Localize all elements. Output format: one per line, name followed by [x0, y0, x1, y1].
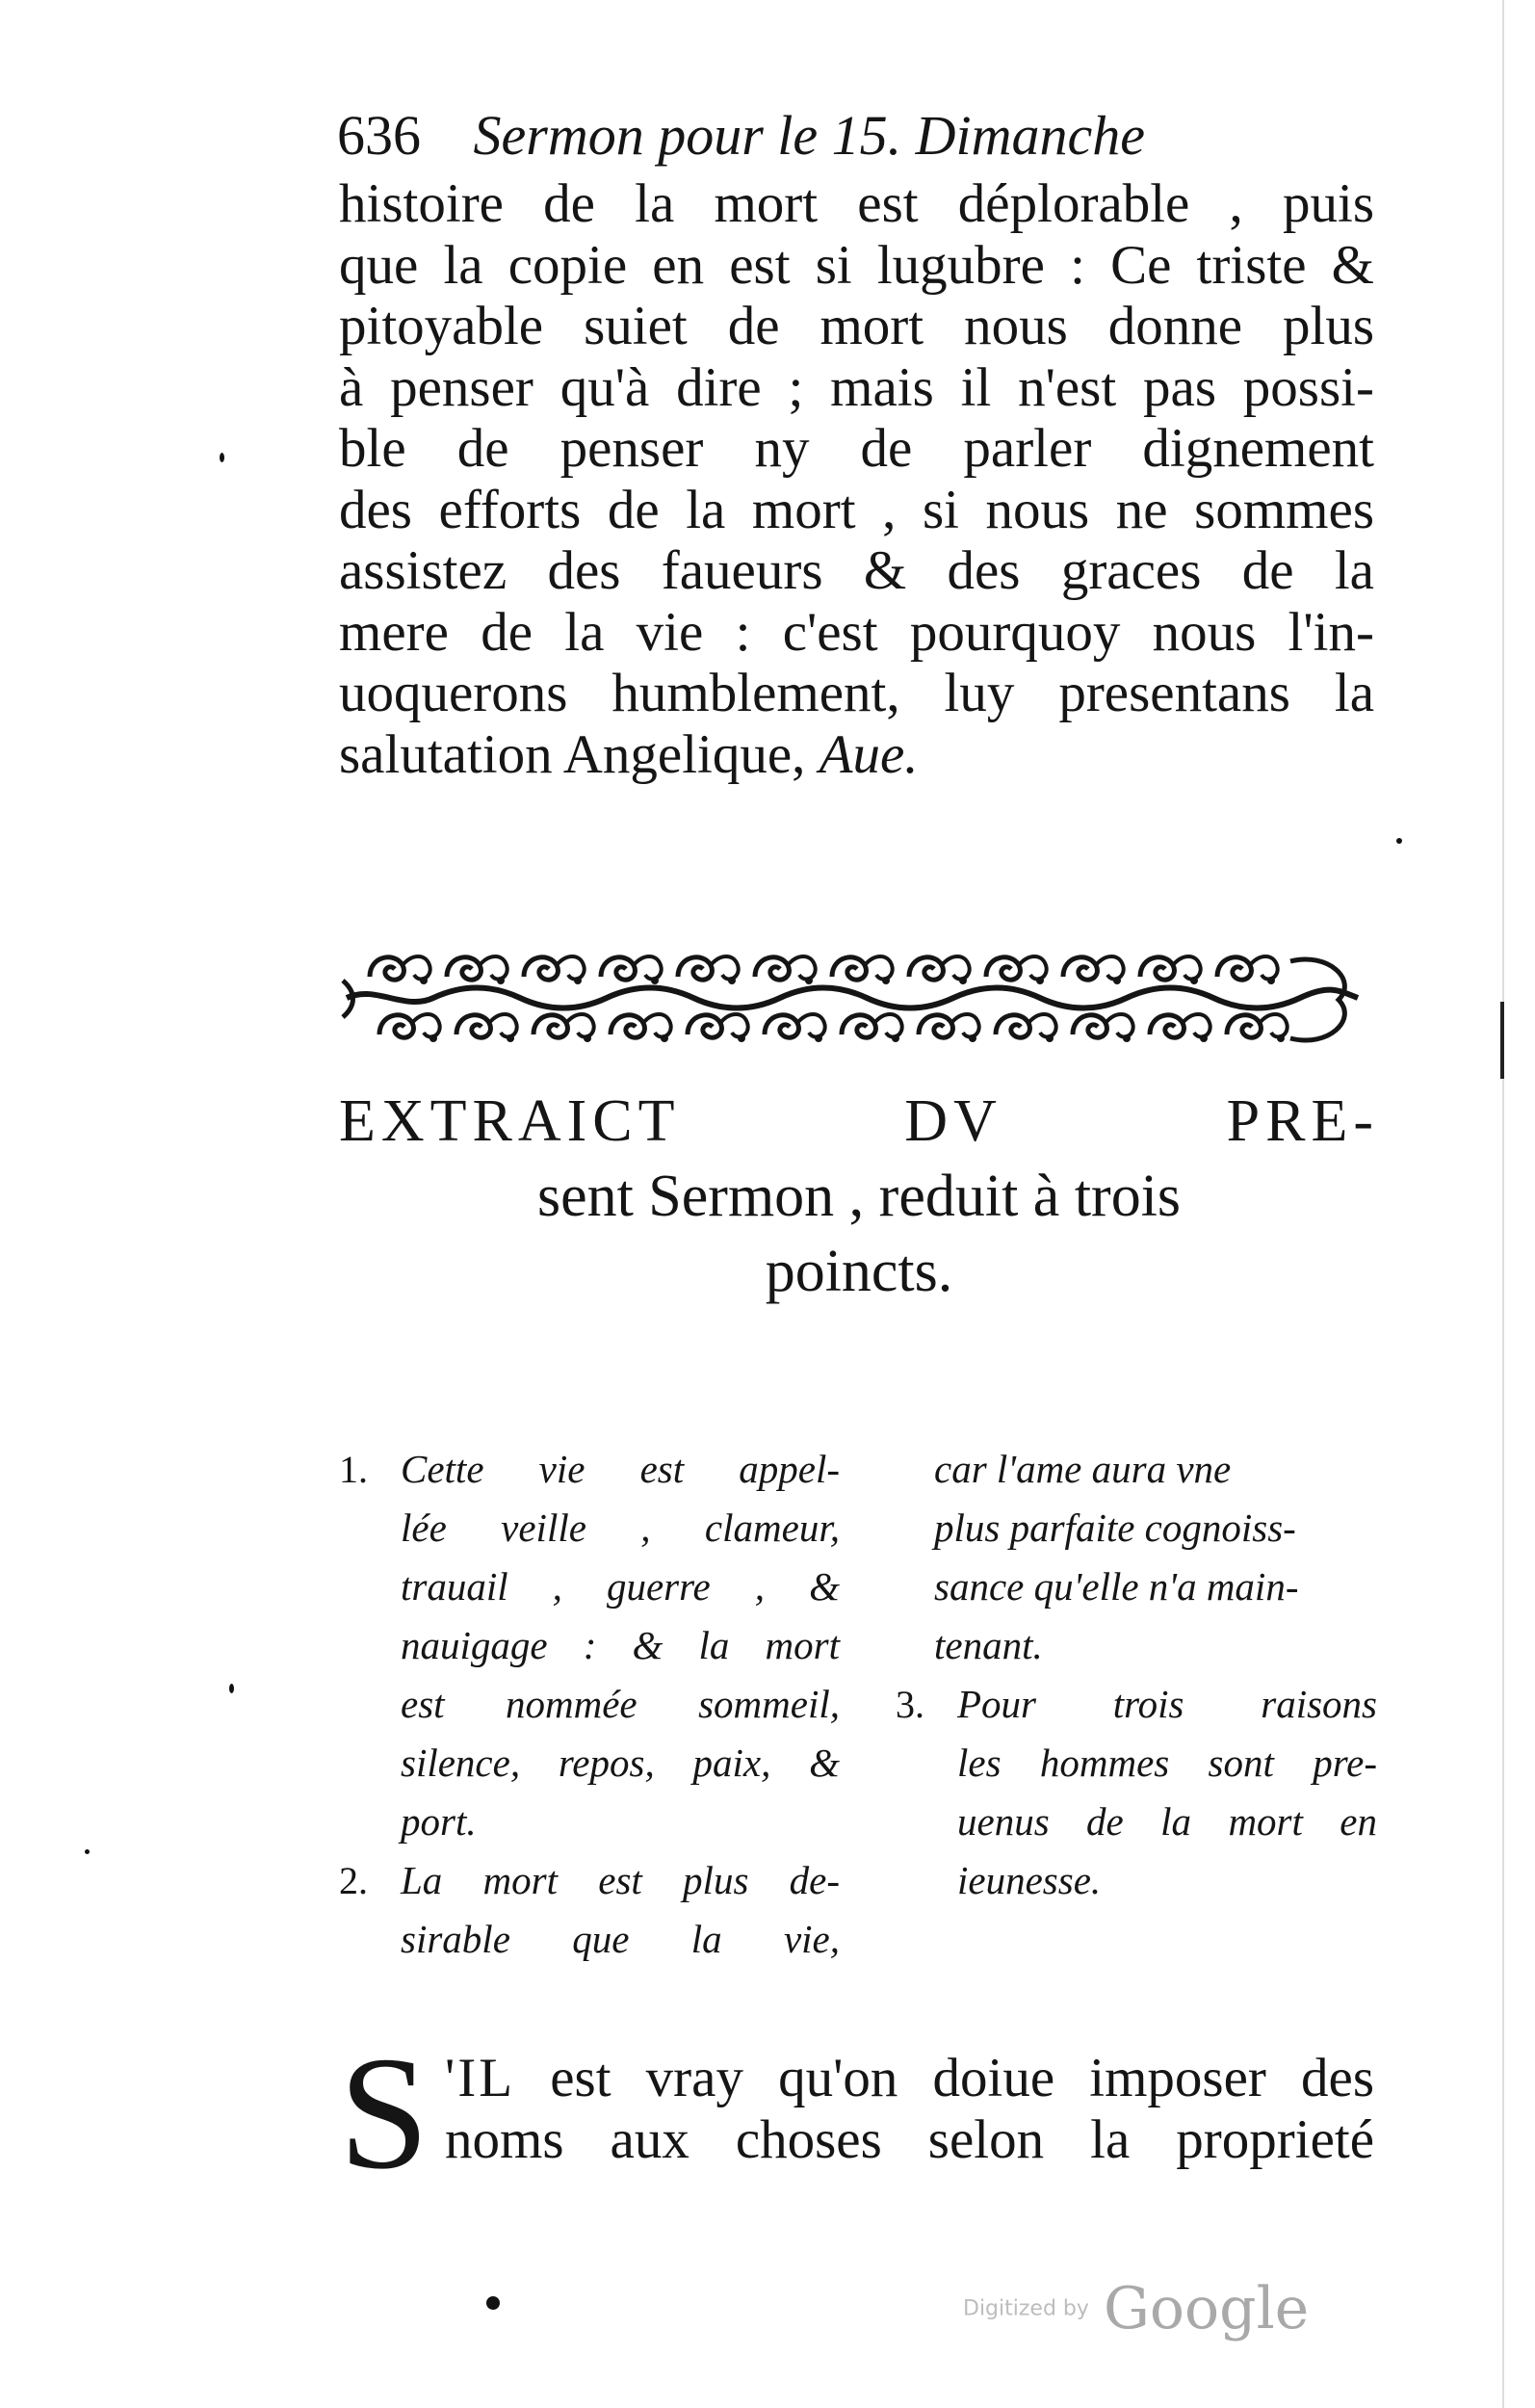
paragraph-line: mere de la vie : c'est pourquoy nous l'in-	[339, 601, 1374, 663]
points-right-column	[896, 1440, 1377, 1910]
drop-cap: S	[339, 2024, 429, 2203]
point-line: nauigage : & la mort	[401, 1623, 840, 1667]
paragraph-line: à penser qu'à dire ; mais il n'est pas possi-	[339, 356, 1374, 418]
extract-heading-line-1: EXTRAICT DV PRE-	[339, 1088, 1379, 1154]
point-line: Cette vie est appel-	[401, 1447, 840, 1491]
ink-speck	[85, 1849, 90, 1854]
google-logo: Google	[1104, 2275, 1310, 2343]
point-line: silence, repos, paix, &	[401, 1741, 840, 1785]
sermon-line	[339, 2047, 1374, 2108]
paragraph-line: assistez des faueurs & des graces de la	[339, 540, 1374, 601]
running-title: Sermon pour le 15. Dimanche	[473, 104, 1146, 167]
point-line: sance qu'elle n'a main-	[934, 1564, 1299, 1609]
page-edge-mark	[1502, 0, 1504, 2408]
opening-paragraph	[339, 173, 1374, 785]
points-left-column	[339, 1440, 840, 1969]
point-line: sirable que la vie,	[401, 1917, 840, 1961]
point-line: uenus de la mort en	[957, 1799, 1377, 1844]
paragraph-line: histoire de la mort est déplorable , puis	[339, 173, 1374, 234]
point-line: lée veille , clameur,	[401, 1505, 840, 1550]
sermon-first-word: 'IL	[445, 2048, 516, 2108]
point-line: car l'ame aura vne	[934, 1447, 1232, 1491]
point-number: 2.	[339, 1859, 368, 1902]
point-line: port.	[401, 1799, 477, 1844]
point-line: les hommes sont pre-	[957, 1741, 1377, 1785]
ink-speck	[1396, 838, 1402, 844]
point-2-continuation	[896, 1440, 1377, 1675]
paragraph-last-line	[339, 724, 1374, 786]
decorative-border-ornament	[337, 942, 1367, 1067]
paragraph-line: pitoyable suiet de mort nous donne plus	[339, 296, 1374, 356]
extract-heading	[339, 1084, 1379, 1309]
point-line: Pour trois raisons	[957, 1682, 1377, 1726]
point-line: La mort est plus de-	[401, 1858, 840, 1902]
paragraph-line: que la copie en est si lugubre : Ce triste &	[339, 234, 1374, 296]
point-line: trauail , guerre , &	[401, 1564, 840, 1609]
paragraph-line: uoquerons humblement, luy presentans la	[339, 663, 1374, 723]
ink-speck	[486, 2296, 500, 2310]
point-line: ieunesse.	[957, 1858, 1102, 1902]
paragraph-last-word: Aue.	[819, 723, 919, 785]
extract-heading-line-2: sent Sermon , reduit à trois	[536, 1164, 1182, 1229]
ink-speck	[229, 1684, 234, 1693]
point-line: plus parfaite cognoiss-	[934, 1505, 1296, 1550]
page-number: 636	[337, 104, 421, 167]
point-number: 1.	[339, 1448, 368, 1491]
point-line: tenant.	[934, 1623, 1043, 1667]
paragraph-last-text: salutation Angelique,	[339, 723, 806, 785]
point-number: 3.	[896, 1683, 924, 1726]
point-3	[896, 1675, 1377, 1910]
sermon-line: noms aux choses selon la proprieté	[445, 2108, 1374, 2170]
extract-heading-line-3: poincts.	[765, 1239, 953, 1304]
running-header	[337, 101, 1377, 170]
sermon-opening	[339, 2024, 1375, 2203]
ink-speck	[220, 453, 224, 462]
watermark-prefix: Digitized by	[963, 2296, 1089, 2321]
point-2	[339, 1851, 840, 1969]
paragraph-line: ble de penser ny de parler dignement	[339, 418, 1374, 479]
point-line: est nommée sommeil,	[401, 1682, 840, 1726]
paragraph-line: des efforts de la mort , si nous ne sommes	[339, 479, 1374, 540]
digitization-watermark	[963, 2275, 1309, 2343]
sermon-line-1-text: est vray qu'on doiue imposer des	[550, 2048, 1375, 2108]
point-1	[339, 1440, 840, 1851]
